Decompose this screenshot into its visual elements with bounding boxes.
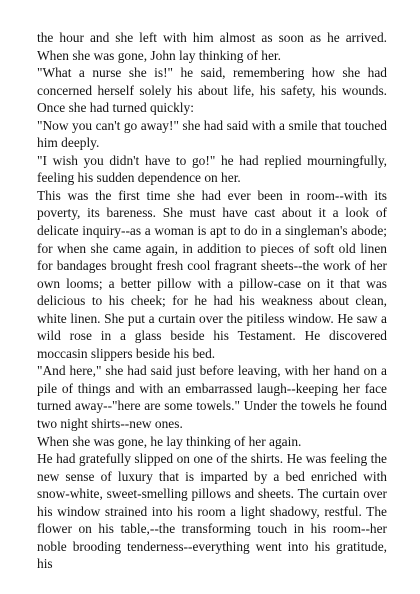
paragraph-2: "What a nurse she is!" he said, remembering how she had concerned herself solely his about life, his safety, his wounds. Once she had turned quickly: bbox=[37, 65, 387, 116]
paragraph-5: This was the first time she had ever been in room--with its poverty, its bareness. She must have cast about it a look of delicate inquiry--as a woman is apt to do in a singleman's abode; for when she came again, in addition to pieces of soft old linen for bandages brought fresh cool fragrant sheets--the work of her own looms; a better pillow with a pillow-case on it that was delicious to his cheek; for he had his weakness about clean, white linen. She put a curtain over the pitiless window. He saw a wild rose in a glass beside his Testament. He discovered moccasin slippers beside his bed. bbox=[37, 187, 387, 361]
paragraph-7: When she was gone, he lay thinking of her again. bbox=[37, 433, 302, 449]
paragraph-6: "And here," she had said just before leaving, with her hand on a pile of things and with an embarrassed laugh--keeping her face turned away--"here are some towels." Under the towels he found two night shirts--new ones. bbox=[37, 363, 387, 432]
paragraph-8: He had gratefully slipped on one of the shirts. He was feeling the new sense of luxury that is imparted by a bed enriched with snow-white, sweet-smelling pillows and sheets. The curtain over his window strained into his room a light shadowy, restful. The flower on his table,--the transforming touch in his room--her noble brooding tenderness--everything went into his gratitude, his bbox=[37, 451, 387, 572]
paragraph-1: the hour and she left with him almost as soon as he arrived. When she was gone, John lay thinking of her. bbox=[37, 30, 387, 63]
paragraph-3: "Now you can't go away!" she had said with a smile that touched him deeply. bbox=[37, 117, 387, 151]
paragraph-4: "I wish you didn't have to go!" he had replied mourningfully, feeling his sudden dependence on her. bbox=[37, 152, 387, 186]
page-text bbox=[37, 29, 387, 573]
